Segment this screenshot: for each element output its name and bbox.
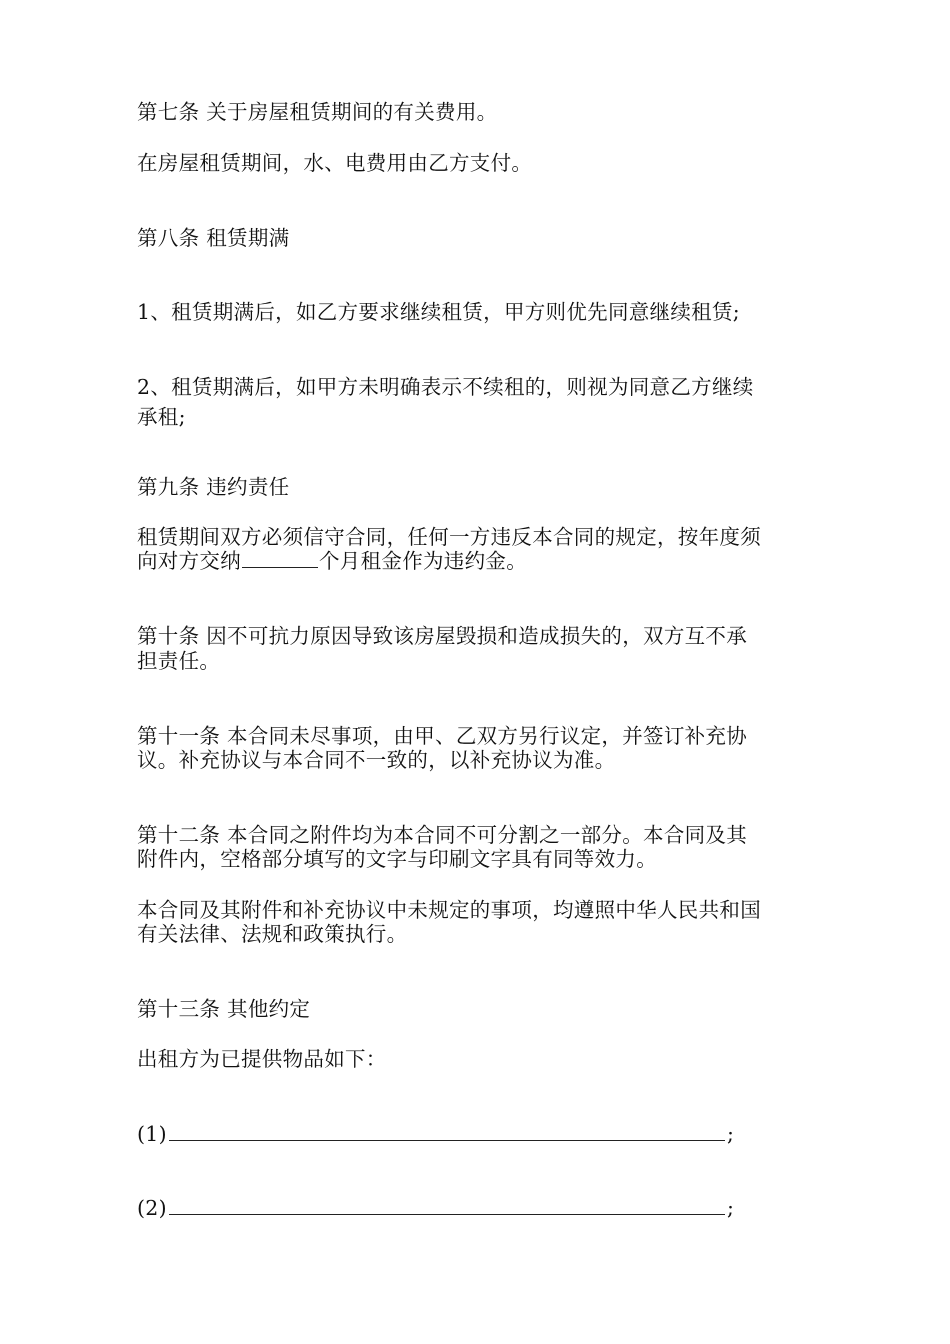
article-12-body-line-1: 本合同及其附件和补充协议中未规定的事项，均遵照中华人民共和国 xyxy=(137,898,761,922)
item-2-blank[interactable] xyxy=(169,1196,725,1215)
article-8-item-2-line-1: 2、租赁期满后，如甲方未明确表示不续租的，则视为同意乙方继续 xyxy=(137,375,754,399)
article-10-line-1: 第十条 因不可抗力原因导致该房屋毁损和造成损失的，双方互不承 xyxy=(137,624,748,648)
article-9-title: 第九条 违约责任 xyxy=(137,475,290,499)
item-1-end: ; xyxy=(726,1122,735,1146)
article-8-title: 第八条 租赁期满 xyxy=(137,226,290,250)
article-13-title: 第十三条 其他约定 xyxy=(137,997,311,1021)
article-13-body: 出租方为已提供物品如下： xyxy=(137,1047,387,1071)
item-1-line xyxy=(137,1121,734,1147)
article-9-body-line-2 xyxy=(137,548,527,574)
article-10-line-2: 担责任。 xyxy=(137,649,221,673)
article-7-body: 在房屋租赁期间，水、电费用由乙方支付。 xyxy=(137,151,533,175)
article-9-body-line-2-prefix: 向对方交纳 xyxy=(137,549,241,573)
item-1-blank[interactable] xyxy=(169,1122,725,1141)
article-8-item-1: 1、租赁期满后，如乙方要求继续租赁，甲方则优先同意继续租赁; xyxy=(137,300,740,324)
article-11-line-1: 第十一条 本合同未尽事项，由甲、乙双方另行议定，并签订补充协 xyxy=(137,724,748,748)
item-2-end: ; xyxy=(726,1196,735,1220)
article-8-item-2-line-2: 承租; xyxy=(137,405,186,429)
article-12-line-1: 第十二条 本合同之附件均为本合同不可分割之一部分。本合同及其 xyxy=(137,823,748,847)
article-9-body-line-2-suffix: 个月租金作为违约金。 xyxy=(319,549,527,573)
item-2-label: (2) xyxy=(137,1196,167,1220)
article-9-body-line-1: 租赁期间双方必须信守合同，任何一方违反本合同的规定，按年度须 xyxy=(137,525,761,549)
item-2-line xyxy=(137,1195,734,1221)
article-7-title: 第七条 关于房屋租赁期间的有关费用。 xyxy=(137,100,498,124)
article-11-line-2: 议。补充协议与本合同不一致的，以补充协议为准。 xyxy=(137,748,616,772)
article-12-line-2: 附件内，空格部分填写的文字与印刷文字具有同等效力。 xyxy=(137,847,657,871)
penalty-months-blank[interactable] xyxy=(242,549,318,568)
item-1-label: (1) xyxy=(137,1122,167,1146)
article-12-body-line-2: 有关法律、法规和政策执行。 xyxy=(137,922,408,946)
